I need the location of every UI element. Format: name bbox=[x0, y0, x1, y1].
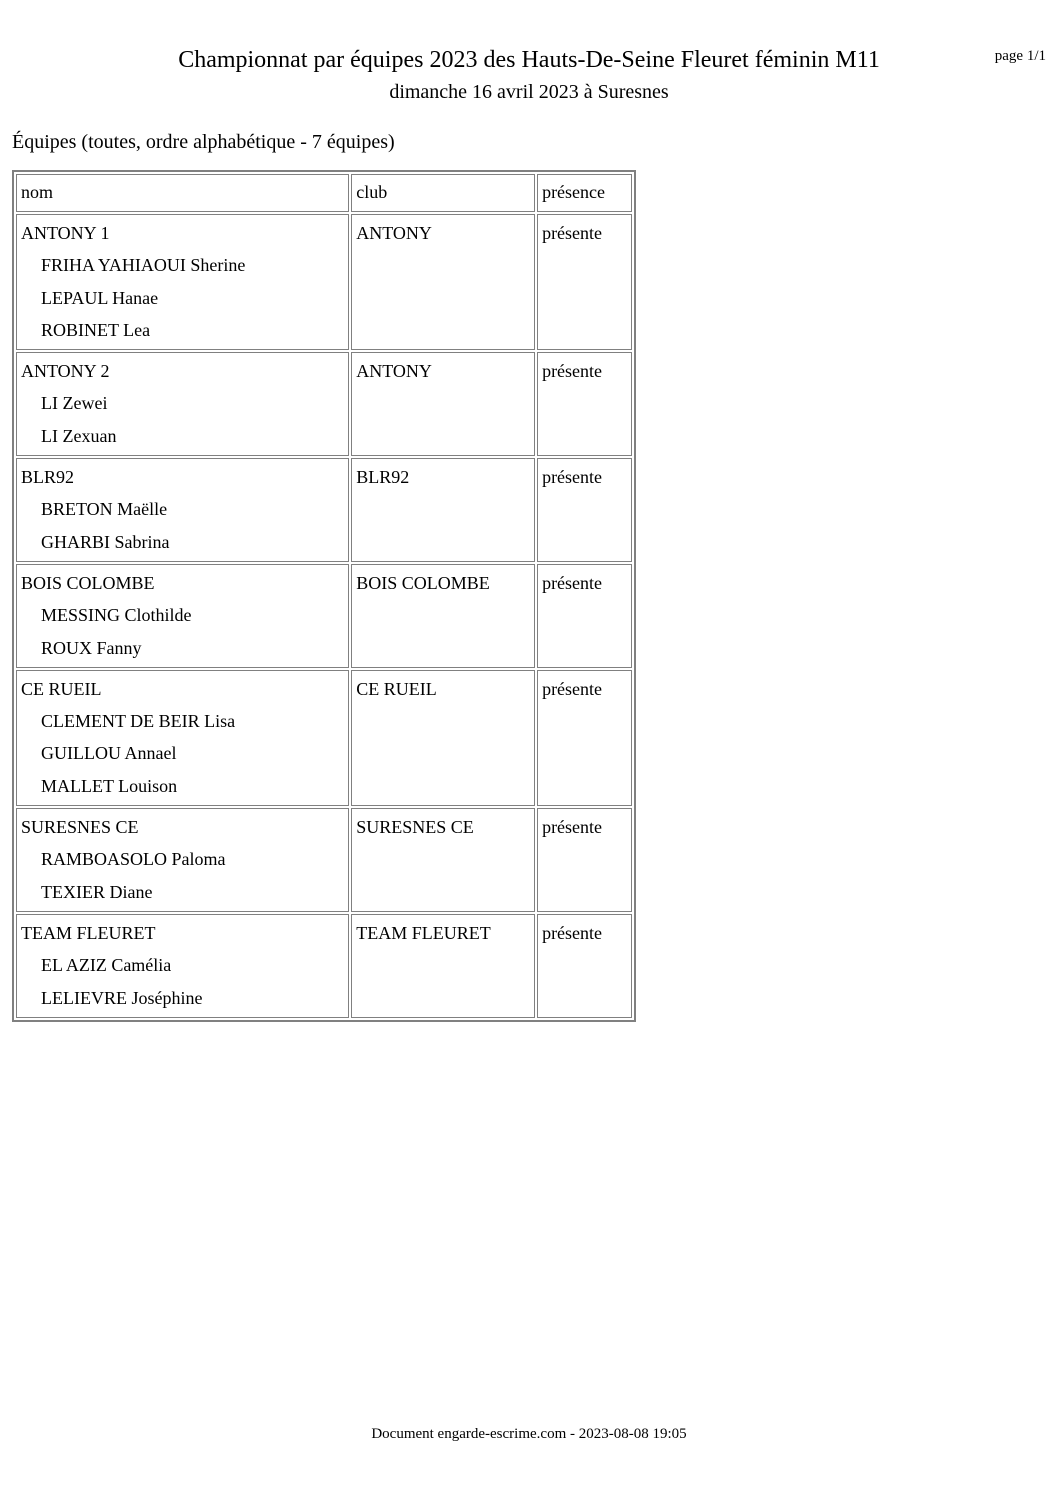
table-row bbox=[16, 352, 632, 456]
club-cell: BOIS COLOMBE bbox=[351, 564, 535, 668]
team-member: TEXIER Diane bbox=[41, 881, 153, 902]
club-cell: CE RUEIL bbox=[351, 670, 535, 806]
presence-cell: présente bbox=[537, 914, 632, 1018]
team-cell bbox=[16, 214, 349, 350]
team-name: BOIS COLOMBE bbox=[21, 572, 155, 593]
team-member: GHARBI Sabrina bbox=[41, 531, 170, 552]
presence-cell: présente bbox=[537, 564, 632, 668]
table-header-row bbox=[16, 174, 632, 212]
table-row bbox=[16, 564, 632, 668]
team-member: BRETON Maëlle bbox=[41, 499, 168, 520]
document-subtitle: dimanche 16 avril 2023 à Suresnes bbox=[389, 81, 669, 103]
team-member: FRIHA YAHIAOUI Sherine bbox=[41, 255, 246, 276]
team-cell bbox=[16, 914, 349, 1018]
team-name: ANTONY 2 bbox=[21, 361, 110, 382]
page-number: page 1/1 bbox=[994, 48, 1046, 64]
team-name: CE RUEIL bbox=[21, 678, 102, 699]
team-member: MESSING Clothilde bbox=[41, 605, 192, 626]
presence-cell: présente bbox=[537, 352, 632, 456]
column-header-nom: nom bbox=[16, 174, 349, 212]
club-cell: BLR92 bbox=[351, 458, 535, 562]
presence-cell: présente bbox=[537, 214, 632, 350]
teams-table-body bbox=[16, 174, 632, 1018]
team-name: BLR92 bbox=[21, 467, 75, 488]
team-member: ROUX Fanny bbox=[41, 637, 142, 658]
team-member: ROBINET Lea bbox=[41, 319, 151, 340]
team-cell bbox=[16, 352, 349, 456]
document-title: Championnat par équipes 2023 des Hauts-De-Seine Fleuret féminin M11 bbox=[178, 47, 880, 73]
team-member: GUILLOU Annael bbox=[41, 743, 177, 764]
presence-cell: présente bbox=[537, 670, 632, 806]
table-row bbox=[16, 458, 632, 562]
team-member: LI Zexuan bbox=[41, 425, 117, 446]
table-row bbox=[16, 670, 632, 806]
column-header-presence: présence bbox=[537, 174, 632, 212]
team-name: ANTONY 1 bbox=[21, 223, 110, 243]
club-cell: TEAM FLEURET bbox=[351, 914, 535, 1018]
team-cell bbox=[16, 458, 349, 562]
team-name: TEAM FLEURET bbox=[21, 922, 156, 943]
team-member: MALLET Louison bbox=[41, 775, 178, 796]
team-member: CLEMENT DE BEIR Lisa bbox=[41, 711, 236, 732]
team-member: LI Zewei bbox=[41, 393, 108, 414]
club-cell: SURESNES CE bbox=[351, 808, 535, 912]
team-member: LELIEVRE Joséphine bbox=[41, 987, 203, 1008]
club-cell: ANTONY bbox=[351, 214, 535, 350]
team-member: RAMBOASOLO Paloma bbox=[41, 849, 226, 870]
table-row bbox=[16, 808, 632, 912]
team-member: LEPAUL Hanae bbox=[41, 287, 159, 308]
team-cell bbox=[16, 808, 349, 912]
team-name: SURESNES CE bbox=[21, 817, 139, 838]
presence-cell: présente bbox=[537, 808, 632, 912]
team-member: EL AZIZ Camélia bbox=[41, 955, 172, 976]
presence-cell: présente bbox=[537, 458, 632, 562]
teams-table bbox=[12, 170, 636, 1022]
team-cell bbox=[16, 564, 349, 668]
team-cell bbox=[16, 670, 349, 806]
table-row bbox=[16, 914, 632, 1018]
section-title: Équipes (toutes, ordre alphabétique - 7 équipes) bbox=[12, 131, 395, 153]
column-header-club: club bbox=[351, 174, 535, 212]
document-footer: Document engarde-escrime.com - 2023-08-08 19:05 bbox=[371, 1426, 687, 1442]
club-cell: ANTONY bbox=[351, 352, 535, 456]
table-row bbox=[16, 214, 632, 350]
